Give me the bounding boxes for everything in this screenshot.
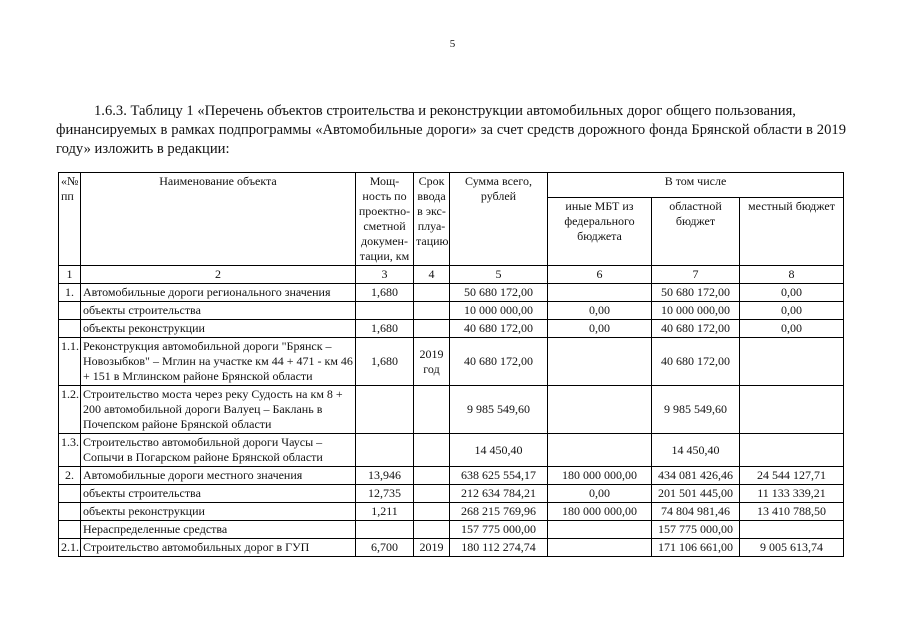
row-total: 268 215 769,96 [450,503,548,521]
row-mbt: 180 000 000,00 [548,503,652,521]
row-capacity [356,434,414,467]
row-name: Автомобильные дороги регионального значения [81,284,356,302]
row-num [59,302,81,320]
row-local: 13 410 788,50 [740,503,844,521]
col-number: 1 [59,266,81,284]
row-deadline [414,386,450,434]
row-regional: 9 985 549,60 [652,386,740,434]
row-deadline [414,434,450,467]
row-deadline: 2019 год [414,338,450,386]
row-num [59,503,81,521]
row-total: 180 112 274,74 [450,539,548,557]
table-row [59,485,844,503]
row-local [740,386,844,434]
row-capacity [356,521,414,539]
table-row [59,386,844,434]
table-row [59,338,844,386]
table-body [59,284,844,557]
header-regional: областной бюджет [652,198,740,266]
intro-line-1: 1.6.3. Таблицу 1 «Перечень объектов строительства и реконструкции автомобильных дорог общего пользования, [94,103,796,119]
row-local: 0,00 [740,302,844,320]
col-number: 5 [450,266,548,284]
row-capacity: 6,700 [356,539,414,557]
row-mbt [548,284,652,302]
col-number: 7 [652,266,740,284]
column-number-row [59,266,844,284]
row-num: 1. [59,284,81,302]
row-name: объекты строительства [81,302,356,320]
row-deadline [414,302,450,320]
row-total: 157 775 000,00 [450,521,548,539]
header-name: Наименование объекта [81,173,356,266]
row-name: Строительство моста через реку Судость на км 8 + 200 автомобильной дороги Валуец – Баклань в Почепском районе Брянской области [81,386,356,434]
row-deadline [414,521,450,539]
page-number: 5 [449,38,456,50]
row-capacity [356,302,414,320]
header-num: «№ пп [59,173,81,266]
row-deadline [414,485,450,503]
row-mbt: 0,00 [548,485,652,503]
row-capacity: 12,735 [356,485,414,503]
row-regional: 434 081 426,46 [652,467,740,485]
row-regional: 14 450,40 [652,434,740,467]
col-number: 6 [548,266,652,284]
row-capacity [356,386,414,434]
header-mbt: иные МБТ из федерального бюджета [548,198,652,266]
roads-table [58,172,844,557]
row-name: Автомобильные дороги местного значения [81,467,356,485]
row-num: 2.1. [59,539,81,557]
col-number: 4 [414,266,450,284]
row-num: 1.1. [59,338,81,386]
row-local [740,521,844,539]
table-row [59,467,844,485]
row-total: 40 680 172,00 [450,320,548,338]
row-capacity: 1,680 [356,338,414,386]
row-mbt: 0,00 [548,320,652,338]
row-total: 638 625 554,17 [450,467,548,485]
row-num [59,320,81,338]
row-mbt [548,539,652,557]
row-local [740,434,844,467]
row-name: Строительство автомобильной дороги Чаусы – Сопычи в Погарском районе Брянской области [81,434,356,467]
table-row [59,302,844,320]
row-name: объекты реконструкции [81,503,356,521]
header-deadline: Срок ввода в экс-плуа-тацию [414,173,450,266]
row-total: 50 680 172,00 [450,284,548,302]
intro-paragraph [56,102,846,159]
table-row [59,539,844,557]
col-number: 3 [356,266,414,284]
row-mbt: 180 000 000,00 [548,467,652,485]
row-regional: 50 680 172,00 [652,284,740,302]
row-num: 1.3. [59,434,81,467]
row-capacity: 13,946 [356,467,414,485]
row-num [59,521,81,539]
row-deadline: 2019 [414,539,450,557]
row-num: 2. [59,467,81,485]
row-deadline [414,503,450,521]
col-number: 2 [81,266,356,284]
row-capacity: 1,211 [356,503,414,521]
intro-rest: финансируемых в рамках подпрограммы «Автомобильные дороги» за счет средств дорожного фонда Брянской области в 2019 году» изложить в редакции: [56,122,846,157]
col-number: 8 [740,266,844,284]
row-total: 14 450,40 [450,434,548,467]
row-deadline [414,467,450,485]
row-regional: 40 680 172,00 [652,320,740,338]
row-num: 1.2. [59,386,81,434]
row-local: 0,00 [740,320,844,338]
row-name: Нераспределенные средства [81,521,356,539]
table-row [59,521,844,539]
row-deadline [414,320,450,338]
row-total: 10 000 000,00 [450,302,548,320]
row-regional: 74 804 981,46 [652,503,740,521]
row-num [59,485,81,503]
row-mbt [548,521,652,539]
row-deadline [414,284,450,302]
header-total: Сумма всего, рублей [450,173,548,266]
row-total: 40 680 172,00 [450,338,548,386]
row-regional: 40 680 172,00 [652,338,740,386]
table-row [59,284,844,302]
row-name: Строительство автомобильных дорог в ГУП [81,539,356,557]
header-including: В том числе [548,173,844,198]
row-capacity: 1,680 [356,284,414,302]
table-row [59,320,844,338]
row-capacity: 1,680 [356,320,414,338]
row-name: объекты реконструкции [81,320,356,338]
row-mbt: 0,00 [548,302,652,320]
row-regional: 201 501 445,00 [652,485,740,503]
table-row [59,434,844,467]
header-local: местный бюджет [740,198,844,266]
row-local: 9 005 613,74 [740,539,844,557]
header-capacity: Мощ-ность по проектно-сметной докумен-тации, км [356,173,414,266]
row-local: 11 133 339,21 [740,485,844,503]
row-regional: 10 000 000,00 [652,302,740,320]
row-total: 212 634 784,21 [450,485,548,503]
row-local: 0,00 [740,284,844,302]
table-header [59,173,844,284]
row-local: 24 544 127,71 [740,467,844,485]
row-mbt [548,338,652,386]
row-total: 9 985 549,60 [450,386,548,434]
row-mbt [548,386,652,434]
row-name: Реконструкция автомобильной дороги "Брянск – Новозыбков" – Мглин на участке км 44 + 471 - км 46 + 151 в Мглинском районе Брянской области [81,338,356,386]
row-regional: 157 775 000,00 [652,521,740,539]
row-regional: 171 106 661,00 [652,539,740,557]
table-row [59,503,844,521]
row-local [740,338,844,386]
row-mbt [548,434,652,467]
row-name: объекты строительства [81,485,356,503]
